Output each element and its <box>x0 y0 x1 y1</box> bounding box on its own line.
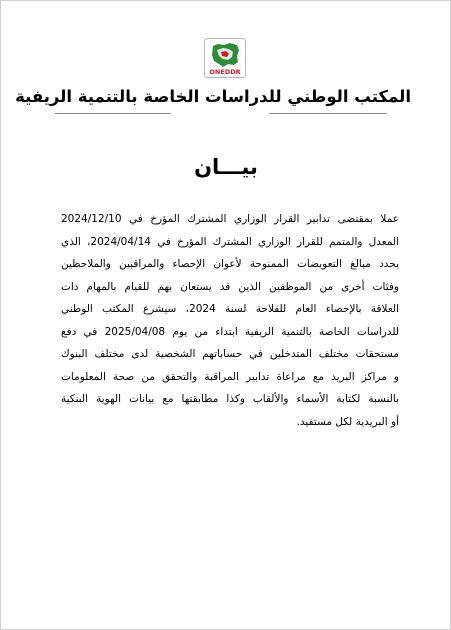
body-line: للدراسات الخاصة بالتنمية الريفية ابتداء من يوم 2025/04/08 في دفع <box>61 325 399 338</box>
logo-text: ONEDDR <box>209 68 241 76</box>
statement-body <box>61 208 399 433</box>
header-divider-left <box>55 113 171 114</box>
organization-title: المكتب الوطني للدراسات الخاصة بالتنمية الريفية <box>15 87 411 106</box>
body-line: عملا بمقتضى تدابير القرار الوزاري المشترك المؤرخ في 2024/12/10 <box>61 213 399 225</box>
body-line: وفئات أخرى من الموظفين الذين قد يستعان بهم للقيام بالمهام ذات <box>61 280 399 293</box>
header-divider-right <box>269 113 387 114</box>
body-line: يحدد مبالغ التعويضات الممنوحة لأعوان الإحصاء والمراقبين والملاحظين <box>61 258 399 270</box>
organization-logo <box>204 38 246 78</box>
body-line: العلاقة بالإحصاء العام للفلاحة لسنة 2024، سيشرع المكتب الوطني <box>61 303 400 315</box>
body-line: و مراكز البريد مع مراعاة تدابير المراقبة والتحقق من صحة المعلومات <box>61 370 399 383</box>
statement-heading: بيـــان <box>194 155 258 179</box>
body-line: المعدل والمتمم للقرار الوزاري المشترك المؤرخ في 2024/04/14، الذي <box>61 235 399 248</box>
map-logo-icon <box>204 38 246 78</box>
body-line: مستحقات مختلف المتدخلين في حساباتهم الشخصية لدى مختلف البنوك <box>61 348 399 360</box>
body-line: أو البريدية لكل مستفيد. <box>296 415 399 428</box>
body-line: بالنسبة لكتابة الأسماء والألقاب وكذا مطابقتها مع بيانات الهوية البنكية <box>61 393 399 405</box>
